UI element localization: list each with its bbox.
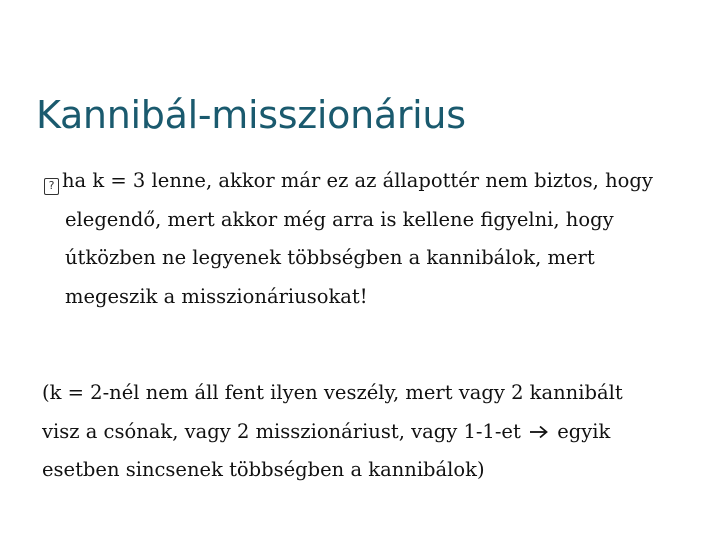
bullet-paragraph: [44, 162, 694, 316]
note-line-2-end: egyik: [557, 419, 611, 443]
note-paragraph: [42, 374, 702, 490]
right-arrow-icon: [529, 425, 549, 439]
slide-title: Kannibál-misszionárius: [36, 93, 466, 137]
note-line-3: esetben sincsenek többségben a kannibálok): [42, 458, 485, 481]
bullet-line-2: elegendő, mert akkor még arra is kellene figyelni, hogy: [65, 207, 614, 231]
missing-glyph-box-icon: ?: [44, 178, 59, 195]
note-line-1: (k = 2-nél nem áll fent ilyen veszély, mert vagy 2 kannibált: [42, 381, 623, 404]
bullet-line-1: [44, 162, 694, 201]
note-line-2: [42, 413, 702, 452]
bullet-line-4: megeszik a misszionáriusokat!: [65, 284, 368, 308]
bullet-line-3: útközben ne legyenek többségben a kannibálok, mert: [65, 246, 595, 269]
bullet-text-line-1: ha k = 3 lenne, akkor már ez az állapottér nem biztos, hogy: [62, 169, 653, 192]
note-line-2-start: visz a csónak, vagy 2 misszionáriust, vagy 1-1-et: [42, 419, 521, 443]
